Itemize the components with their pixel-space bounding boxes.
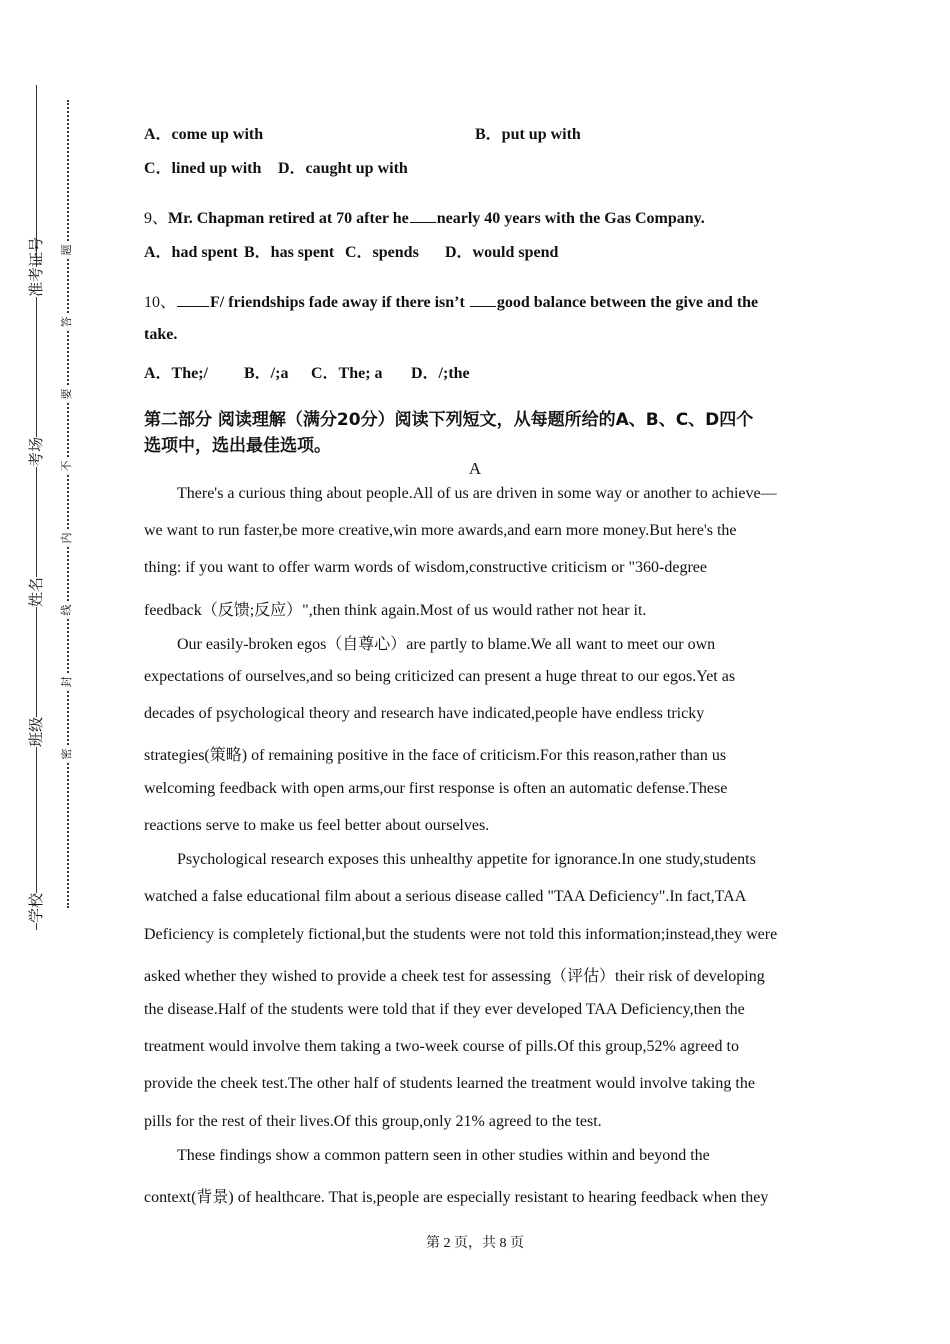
binding-dotted-line (67, 100, 69, 908)
q8-option-a: A．come up with (144, 126, 264, 143)
section-heading-line2: 选项中，选出最佳选项。 (144, 436, 331, 456)
seal-char: 题 (61, 244, 73, 256)
section-heading-line1: 第二部分 阅读理解（满分20分）阅读下列短文，从每题所给的A、B、C、D四个 (144, 410, 754, 430)
q10-option-a: A．The;/ (144, 365, 209, 382)
passage-line: Psychological research exposes this unhealthy appetite for ignorance.In one study,students (177, 851, 756, 868)
passage-line: reactions serve to make us feel better about ourselves. (144, 817, 490, 834)
passage-line: thing: if you want to offer warm words of wisdom,constructive criticism or "360-degree (144, 559, 707, 576)
school-label: 学校 (22, 893, 52, 923)
passage-line: provide the cheek test.The other half of students learned the treatment would involve taking the (144, 1075, 755, 1092)
seal-char: 要 (61, 388, 73, 400)
seal-char: 线 (61, 604, 73, 616)
q10-option-b: B．/;a (244, 365, 289, 382)
q8-option-c: C．lined up with (144, 160, 262, 177)
passage-line: treatment would involve them taking a two-week course of pills.Of this group,52% agreed to (144, 1038, 739, 1055)
seal-char: 密 (61, 748, 73, 760)
q10-stem (144, 289, 758, 312)
passage-line: expectations of ourselves,and so being criticized can present a huge threat to our egos.Yet as (144, 668, 736, 685)
q10-blank-2 (470, 292, 496, 307)
passage-line: feedback（反馈;反应）",then think again.Most of us would rather not hear it. (144, 602, 647, 619)
class-label: 班级 (22, 717, 52, 747)
seal-char: 内 (61, 532, 73, 544)
q10-number: 10、 (144, 294, 177, 311)
q9-option-d: D．would spend (445, 244, 559, 261)
passage-line: These findings show a common pattern seen in other studies within and beyond the (177, 1147, 710, 1164)
exam-room-label: 考场 (22, 437, 52, 467)
passage-title: A (468, 459, 482, 478)
seal-char: 答 (61, 316, 73, 328)
name-label: 姓名 (22, 577, 52, 607)
passage-line: There's a curious thing about people.All of us are driven in some way or another to achieve— (177, 485, 777, 502)
seal-char: 封 (61, 676, 73, 688)
section-heading (144, 407, 814, 459)
q10-stem-part2: good balance between the give and the (496, 294, 759, 311)
q9-option-a: A．had spent (144, 244, 238, 261)
q9-stem-before: Mr. Chapman retired at 70 after he (168, 210, 409, 227)
passage-line: Our easily-broken egos（自尊心）are partly to blame.We all want to meet our own (177, 636, 716, 653)
q9-option-b: B．has spent (244, 244, 335, 261)
passage-line: context(背景) of healthcare. That is,people are especially resistant to hearing feedback when they (144, 1189, 769, 1206)
q9-number: 9、 (144, 210, 169, 227)
q10-stem-part1: F/ friendships fade away if there isn’t (210, 294, 465, 311)
q9-option-c: C．spends (345, 244, 419, 261)
q8-option-b: B．put up with (475, 126, 581, 143)
seal-char: 不 (61, 460, 73, 472)
q10-option-c: C．The; a (311, 365, 383, 382)
passage-line: watched a false educational film about a serious disease called "TAA Deficiency".In fact,TAA (144, 888, 747, 905)
passage-line: decades of psychological theory and research have indicated,people have endless tricky (144, 705, 705, 722)
q9-stem (144, 205, 705, 228)
q10-stem-line2: take. (144, 326, 178, 343)
passage-line: pills for the rest of their lives.Of this group,only 21% agreed to the test. (144, 1113, 602, 1130)
q10-blank-1 (177, 292, 209, 307)
q9-stem-after: nearly 40 years with the Gas Company. (436, 210, 705, 227)
passage-line: we want to run faster,be more creative,win more awards,and earn more money.But here's the (144, 522, 737, 539)
passage-line: Deficiency is completely fictional,but the students were not told this information;instead,they were (144, 926, 778, 943)
binding-solid-line (36, 85, 37, 930)
passage-line: strategies(策略) of remaining positive in the face of criticism.For this reason,rather than us (144, 747, 727, 764)
exam-number-label: 准考证号 (22, 267, 52, 297)
passage-line: welcoming feedback with open arms,our first response is often an automatic defense.These (144, 780, 728, 797)
passage-line: the disease.Half of the students were told that if they ever developed TAA Deficiency,then the (144, 1001, 745, 1018)
q10-option-d: D．/;the (411, 365, 470, 382)
q8-option-d: D．caught up with (278, 160, 408, 177)
page-footer: 第 2 页，共 8 页 (426, 1236, 524, 1251)
q9-blank (410, 208, 436, 223)
passage-line: asked whether they wished to provide a cheek test for assessing（评估）their risk of developing (144, 968, 765, 985)
